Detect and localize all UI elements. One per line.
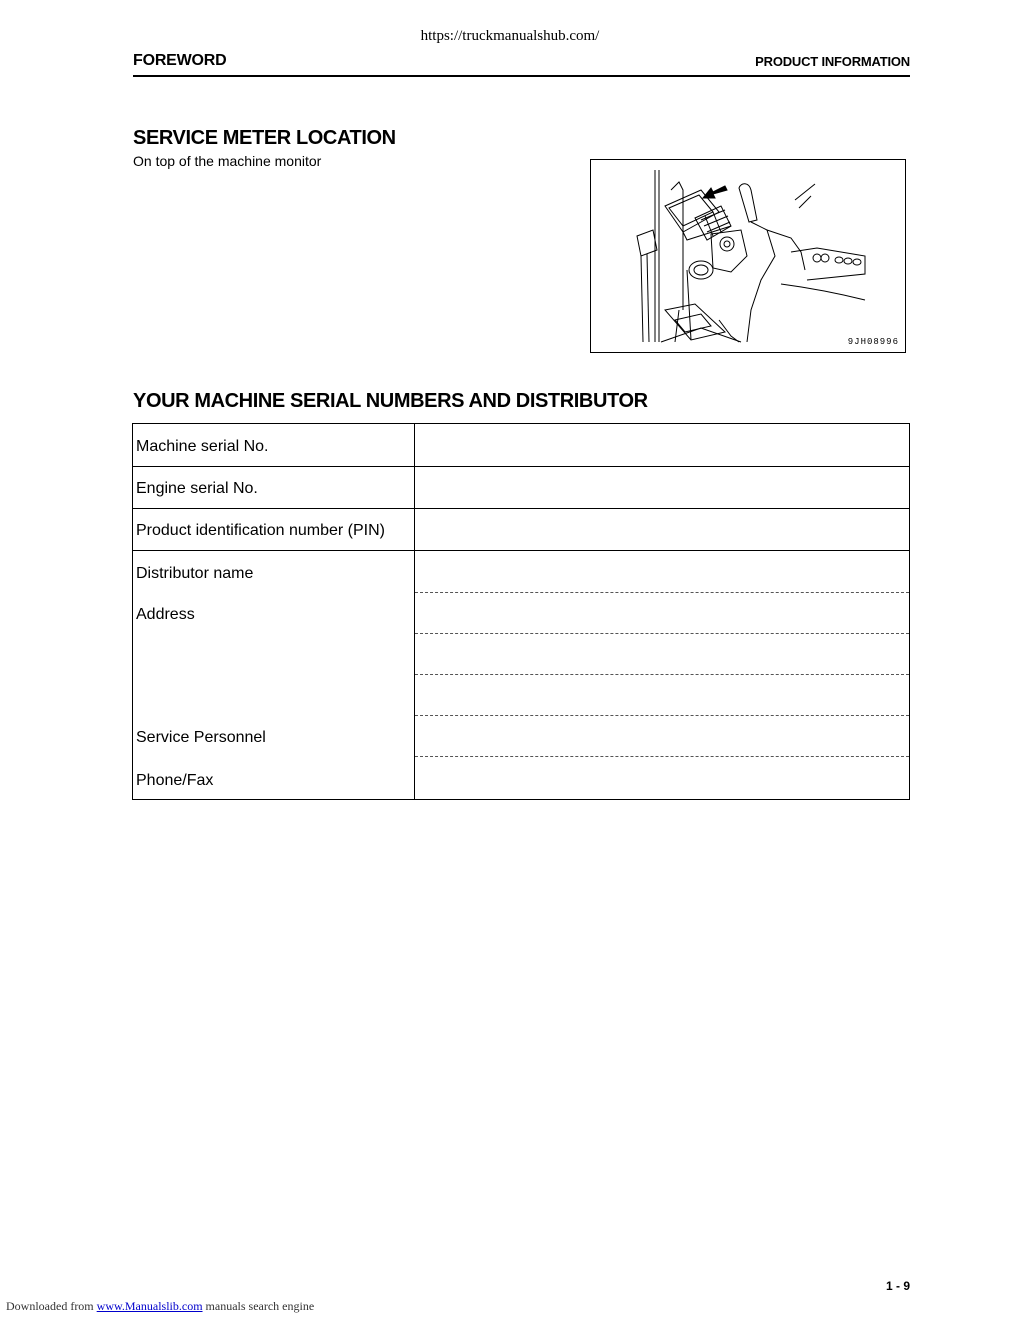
header-rule <box>133 75 910 77</box>
service-meter-illustration <box>590 159 906 353</box>
label-service-personnel: Service Personnel <box>136 729 266 746</box>
cab-interior-drawing <box>591 160 905 352</box>
column-divider <box>414 424 415 799</box>
download-footer <box>6 1299 314 1314</box>
section-header: FOREWORD <box>133 52 227 69</box>
fill-in-line <box>415 715 909 716</box>
fill-in-line <box>415 592 909 593</box>
label-engine-serial: Engine serial No. <box>136 480 258 497</box>
label-distributor-name: Distributor name <box>136 565 254 582</box>
figure-code: 9JH08996 <box>847 337 899 347</box>
fill-in-line <box>415 756 909 757</box>
page-number: 1 - 9 <box>885 1279 910 1293</box>
fill-in-line <box>415 674 909 675</box>
footer-prefix: Downloaded from <box>6 1299 94 1313</box>
chapter-header: PRODUCT INFORMATION <box>755 54 910 69</box>
source-url: https://truckmanualshub.com/ <box>420 28 600 44</box>
label-phone-fax: Phone/Fax <box>136 772 214 789</box>
manualslib-link[interactable]: www.Manualslib.com <box>96 1299 203 1313</box>
serial-number-table <box>132 423 910 800</box>
footer-suffix: manuals search engine <box>205 1299 315 1313</box>
row-divider <box>133 466 909 467</box>
service-meter-heading: SERVICE METER LOCATION <box>133 127 396 149</box>
serial-numbers-heading: YOUR MACHINE SERIAL NUMBERS AND DISTRIBUTOR <box>133 390 648 412</box>
label-machine-serial: Machine serial No. <box>136 438 269 455</box>
service-meter-description: On top of the machine monitor <box>133 153 322 169</box>
row-divider <box>133 550 909 551</box>
label-pin: Product identification number (PIN) <box>136 522 385 539</box>
fill-in-line <box>415 633 909 634</box>
row-divider <box>133 508 909 509</box>
label-address: Address <box>136 606 195 623</box>
